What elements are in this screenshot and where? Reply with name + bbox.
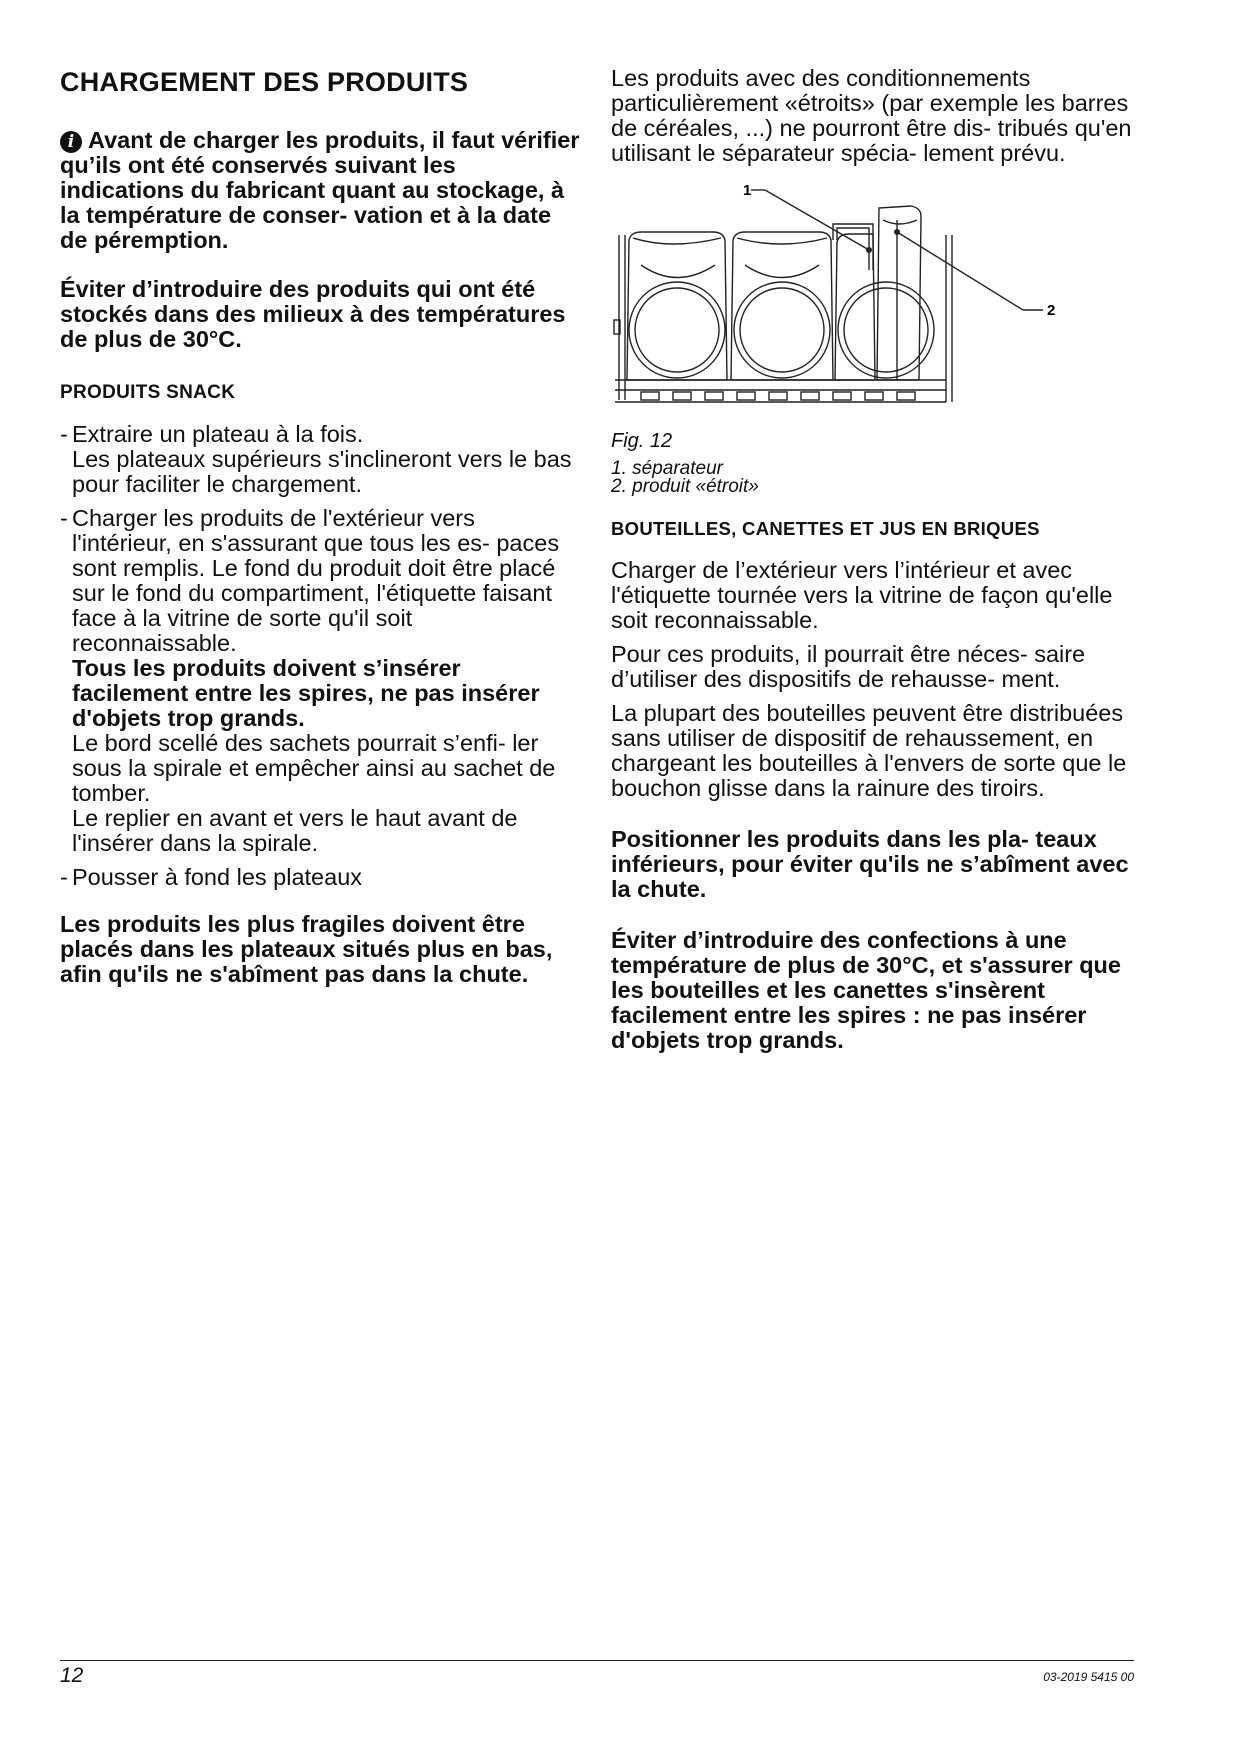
warning-storage-text: Avant de charger les produits, il faut vérifier qu’ils ont été conservés suivant les indications du fabricant quant au stockage, à la température de conser- vation et à la date de péremption. [60, 127, 580, 253]
warning-fragile: Les produits les plus fragiles doivent être placés dans les plateaux situés plus en bas, afin qu'ils ne s'abîment pas dans la chute. [60, 911, 553, 987]
bottles-paragraph-1: Charger de l’extérieur vers l’intérieur et avec l'étiquette tournée vers la vitrine de façon qu'elle soit reconnaissable. [611, 557, 1113, 633]
warning-temperature: Éviter d’introduire des produits qui ont été stockés dans des milieux à des températures de plus de 30°C. [60, 276, 566, 352]
document-reference: 03-2019 5415 00 [1043, 1670, 1134, 1684]
bullet-load-products: - Charger les produits de l'extérieur vers l'intérieur, en s'assurant que tous les es- paces sont remplis. Le fond du produit doit être placé sur le fond du compartiment, l'étiquette faisant face à la vitrine de sorte qu'il soit reconnaissable. Tous les produits doivent s’insérer facilement entre les spires, ne pas insérer d'objets trop grands. Le bord scellé des sachets pourrait s’enfi- ler sous la spirale et empêcher ainsi au sachet de tomber. Le replier en avant et vers le haut avant de l'insérer dans la spirale. [60, 506, 580, 856]
info-icon: i [60, 131, 82, 153]
figure-12 [611, 180, 1131, 430]
bullet-text: Le bord scellé des sachets pourrait s’enfi- ler sous la spirale et empêcher ainsi au sachet de tomber. [72, 730, 556, 806]
bullet-text: Pousser à fond les plateaux [72, 864, 363, 890]
callout-2-label: 2 [1047, 302, 1056, 319]
intro-narrow-products: Les produits avec des conditionnements particulièrement «étroits» (par exemple les barres de céréales, ...) ne pourront être dis- tribués qu'en utilisant le séparateur spécia- lement prévu. [611, 65, 1132, 166]
bullet-text: Charger les produits de l'extérieur vers l'intérieur, en s'assurant que tous les es- paces sont remplis. Le fond du produit doit être placé sur le fond du compartiment, l'étiquette faisant face à la vitrine de sorte qu'il soit reconnaissable. [72, 505, 560, 656]
legend-item: 2. produit «étroit» [611, 476, 759, 497]
callout-1-label: 1 [743, 182, 752, 199]
bullet-text-bold: Tous les produits doivent s’insérer facilement entre les spires, ne pas insérer d'objets trop grands. [72, 655, 540, 731]
warning-lower-trays: Positionner les produits dans les pla- teaux inférieurs, pour éviter qu'ils ne s’abîment avec la chute. [611, 826, 1129, 902]
bullet-text: Extraire un plateau à la fois. [72, 421, 364, 447]
section-heading-snack: PRODUITS SNACK [60, 382, 236, 403]
bullet-push-trays: - Pousser à fond les plateaux [60, 865, 580, 890]
warning-storage [60, 128, 580, 253]
footer-divider [60, 1660, 1134, 1661]
page-title: CHARGEMENT DES PRODUITS [60, 67, 469, 97]
bottles-paragraph-2: Pour ces produits, il pourrait être néces- saire d’utiliser des dispositifs de rehausse- ment. [611, 641, 1086, 692]
left-column [60, 66, 580, 1011]
legend-item: 1. séparateur [611, 458, 723, 479]
tray-illustration [611, 180, 1131, 430]
bullet-extract-tray: - Extraire un plateau à la fois. Les plateaux supérieurs s'inclineront vers le bas pour faciliter le chargement. [60, 422, 580, 497]
right-column [611, 66, 1133, 1077]
page-number: 12 [60, 1664, 84, 1687]
figure-caption: Fig. 12 [611, 430, 673, 452]
bullet-text: Les plateaux supérieurs s'inclineront vers le bas pour faciliter le chargement. [72, 446, 572, 497]
section-heading-bottles: BOUTEILLES, CANETTES ET JUS EN BRIQUES [611, 518, 1040, 539]
figure-legend [611, 460, 1133, 496]
bullet-text: Le replier en avant et vers le haut avant de l'insérer dans la spirale. [72, 805, 518, 856]
warning-confections: Éviter d’introduire des confections à une température de plus de 30°C, et s'assurer que les bouteilles et les canettes s'insèrent facilement entre les spires : ne pas insérer d'objets trop grands. [611, 927, 1121, 1053]
bottles-paragraph-3: La plupart des bouteilles peuvent être distribuées sans utiliser de dispositif de rehaussement, en chargeant les bouteilles à l'envers de sorte que le bouchon glisse dans la rainure des tiroirs. [611, 700, 1127, 801]
